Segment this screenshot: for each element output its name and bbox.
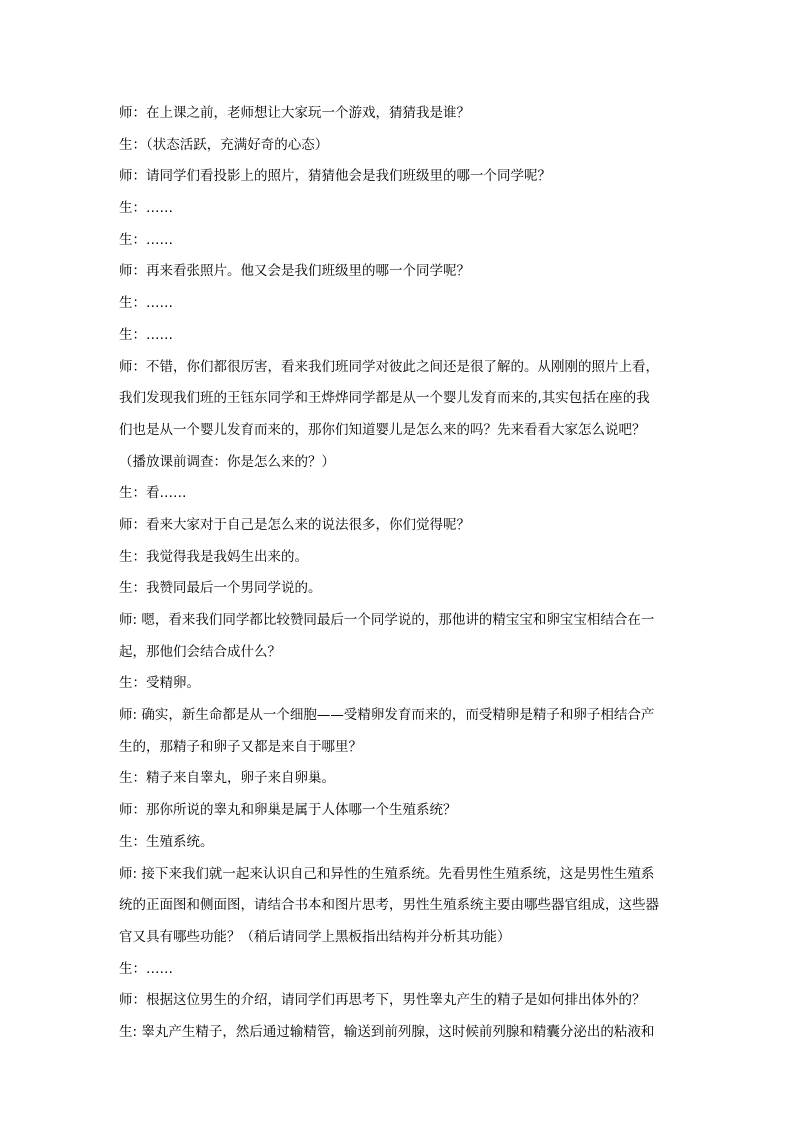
text-line: 师：不错，你们都很厉害，看来我们班同学对彼此之间还是很了解的。从刚刚的照片上看， <box>119 358 659 375</box>
text-line: 起，那他们会结合成什么？ <box>119 643 281 660</box>
text-line: 生：…… <box>119 200 173 217</box>
text-line: 师：那你所说的睾丸和卵巢是属于人体哪一个生殖系统？ <box>119 802 457 819</box>
text-line: 我们发现我们班的王钰东同学和王烨烨同学都是从一个婴儿发育而来的,其实包括在座的我 <box>119 390 650 407</box>
text-line: 师：请同学们看投影上的照片，猜猜他会是我们班级里的哪一个同学呢？ <box>119 168 551 185</box>
text-line: 生：精子来自睾丸，卵子来自卵巢。 <box>119 770 335 787</box>
text-line: 生：…… <box>119 231 173 248</box>
text-line: 生：我觉得我是我妈生出来的。 <box>119 548 308 565</box>
text-line: 官又具有哪些功能？（稍后请同学上黑板指出结构并分析其功能） <box>119 928 511 945</box>
text-line: 生: 睾丸产生精子，然后通过输精管，输送到前列腺，这时候前列腺和精囊分泌出的粘液和 <box>119 1023 655 1040</box>
text-line: 师: 嗯，看来我们同学都比较赞同最后一个同学说的，那他讲的精宝宝和卵宝宝相结合在一 <box>119 612 655 628</box>
text-line: 师：在上课之前，老师想让大家玩一个游戏，猜猜我是谁？ <box>119 105 470 121</box>
text-line: 生：我赞同最后一个男同学说的。 <box>119 580 322 597</box>
text-line: 生：受精卵。 <box>119 675 200 692</box>
text-line: 师：看来大家对于自己是怎么来的说法很多，你们觉得呢？ <box>119 516 470 533</box>
text-line: 生：看…… <box>119 485 187 502</box>
text-line: 生的，那精子和卵子又都是来自于哪里？ <box>119 738 362 755</box>
text-line: 师：再来看张照片。他又会是我们班级里的哪一个同学呢？ <box>119 263 470 280</box>
text-line: 师：根据这位男生的介绍，请同学们再思考下，男性睾丸产生的精子是如何排出体外的？ <box>119 992 646 1009</box>
text-line: 生：…… <box>119 326 173 343</box>
text-line: 师: 确实，新生命都是从一个细胞——受精卵发育而来的，而受精卵是精子和卵子相结合产 <box>119 707 655 724</box>
dialogue-text <box>119 98 679 1049</box>
text-line: 师: 接下来我们就一起来认识自己和异性的生殖系统。先看男性生殖系统，这是男性生殖系 <box>119 865 655 882</box>
text-line: 生：…… <box>119 295 173 312</box>
text-line: 生：…… <box>119 960 173 977</box>
text-line: 生：（状态活跃，充满好奇的心态） <box>119 136 329 153</box>
text-line: 们也是从一个婴儿发育而来的，那你们知道婴儿是怎么来的吗？先来看看大家怎么说吧？ <box>119 421 646 438</box>
text-line: 生：生殖系统。 <box>119 833 214 850</box>
text-line: （播放课前调查：你是怎么来的？） <box>119 453 335 470</box>
text-line: 统的正面图和侧面图，请结合书本和图片思考，男性生殖系统主要由哪些器官组成，这些器 <box>119 897 659 914</box>
